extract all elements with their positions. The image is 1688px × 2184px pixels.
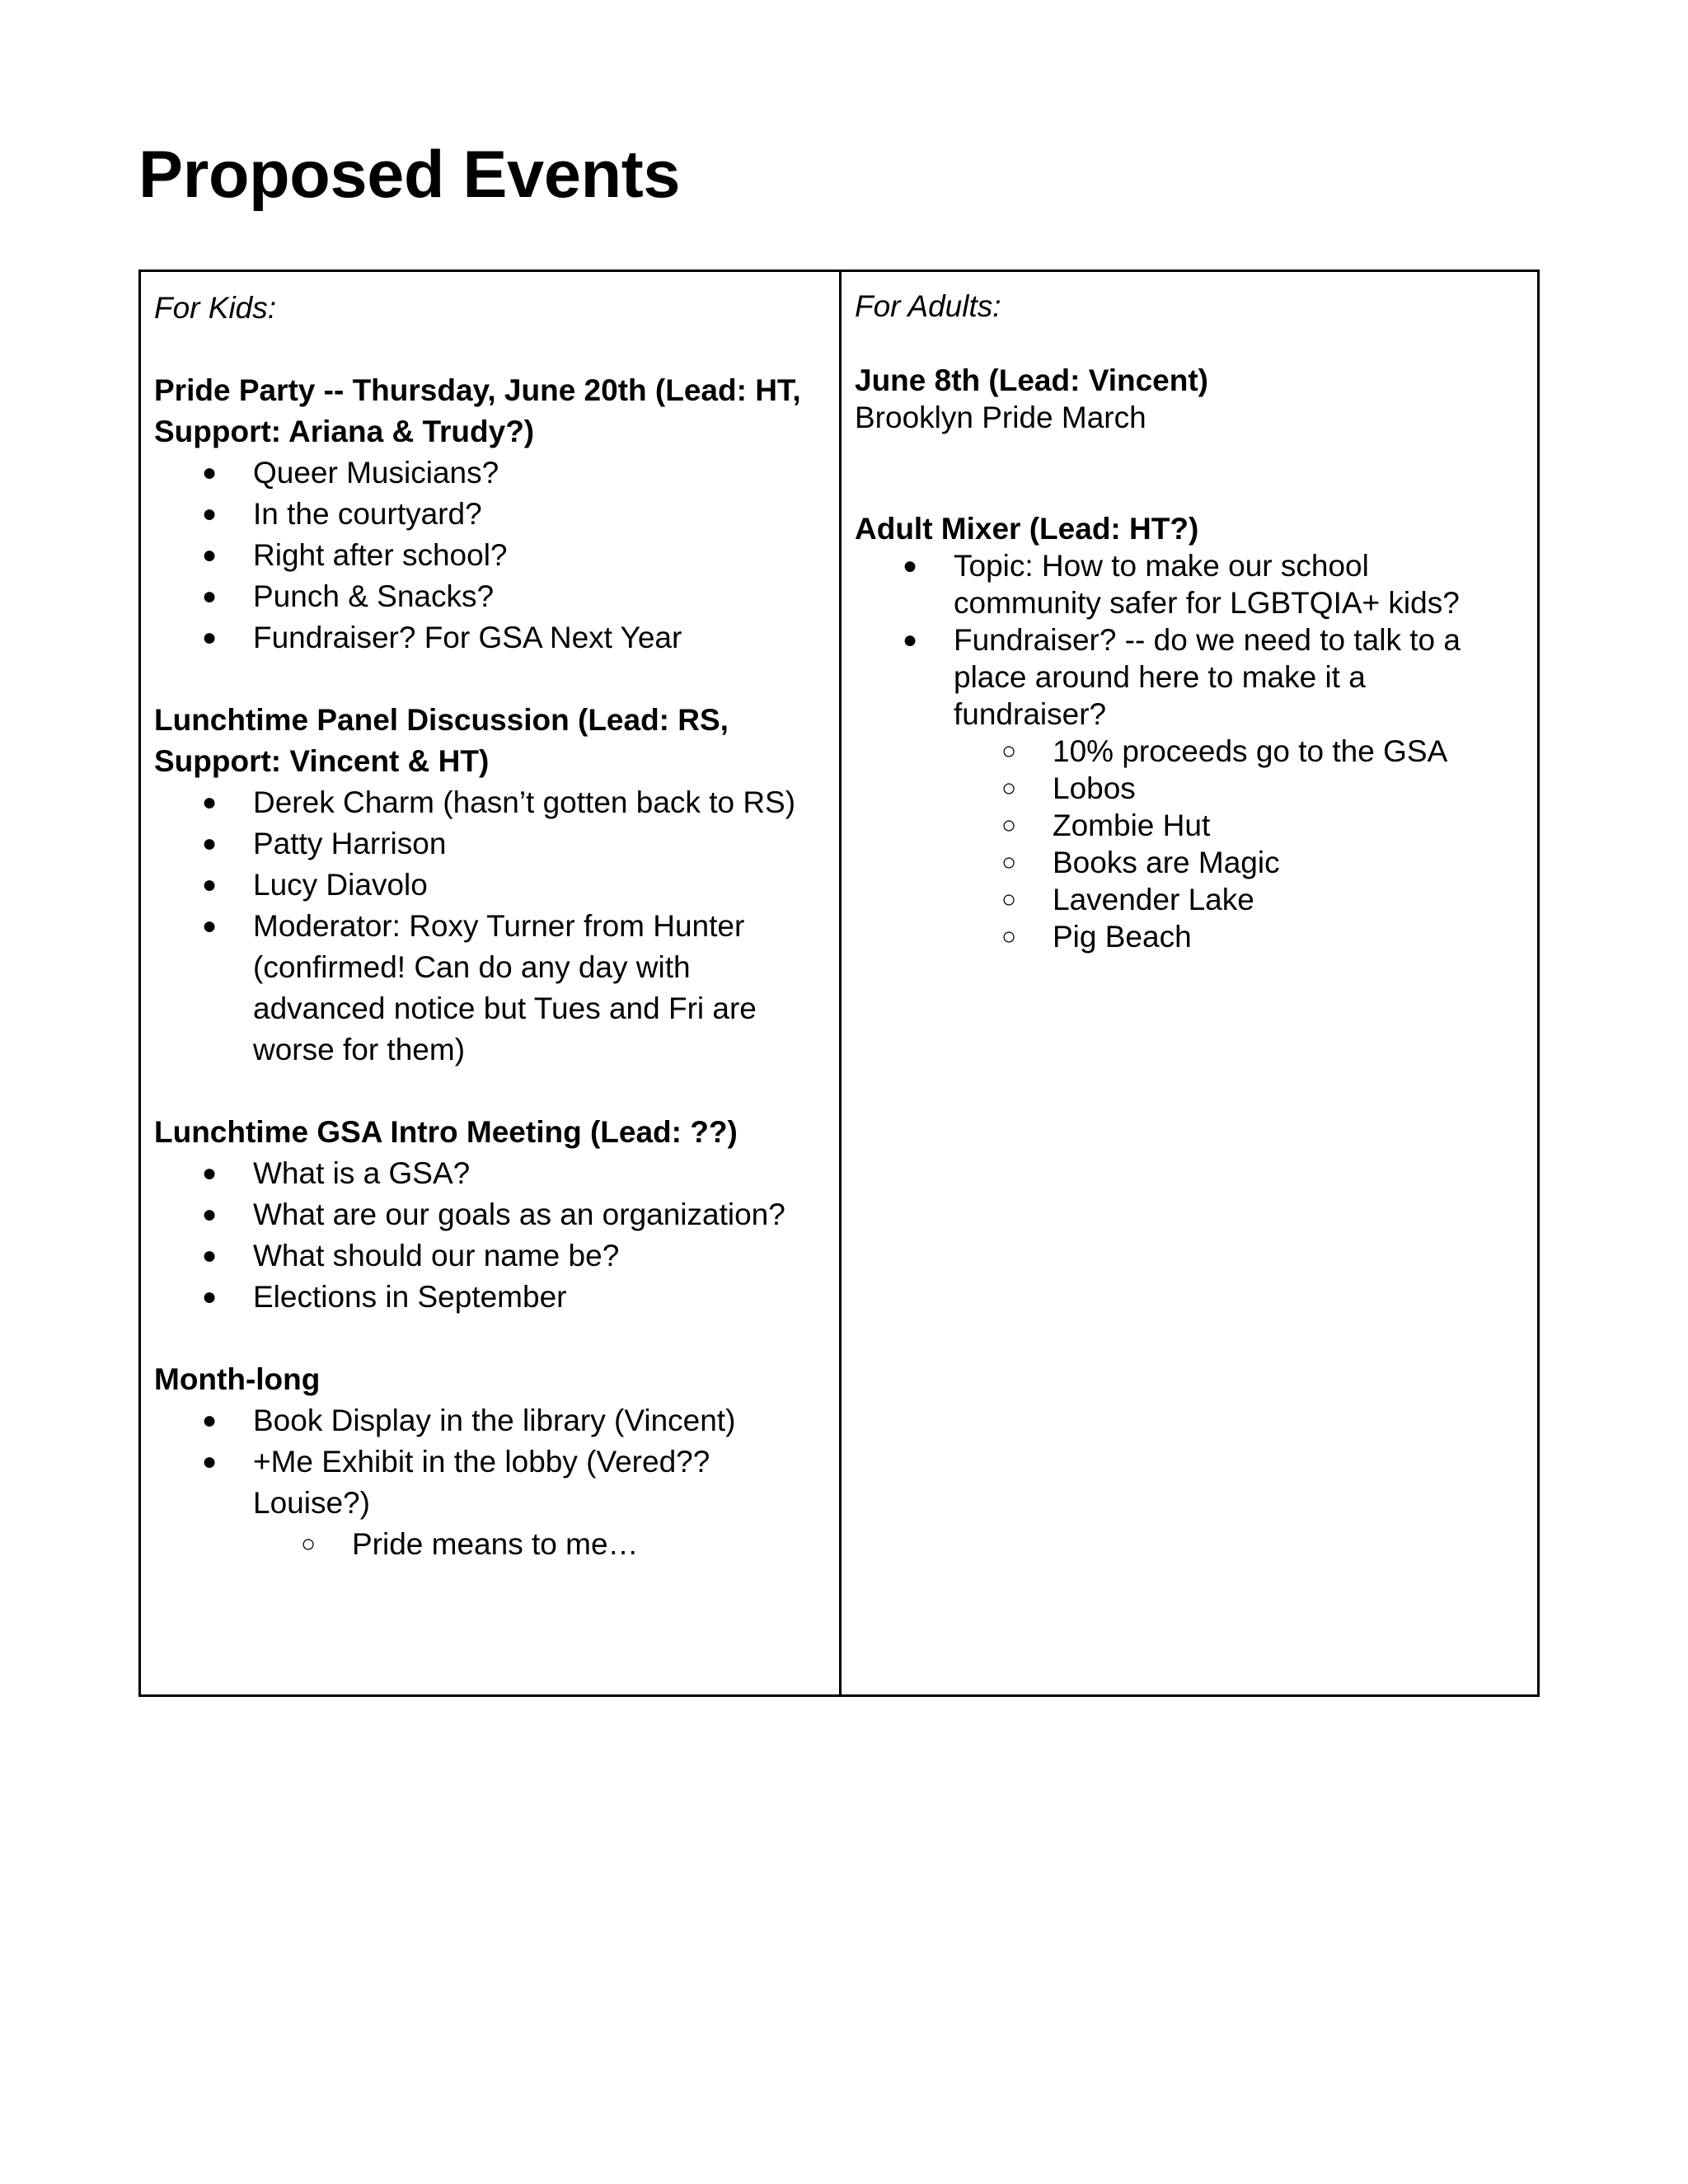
section-gsa-intro-meeting (154, 1112, 826, 1318)
list-item: ● Fundraiser? For GSA Next Year (154, 617, 826, 658)
list-item: ● What are our goals as an organization? (154, 1194, 826, 1235)
page-title: Proposed Events (138, 138, 681, 212)
bullet-icon: ● (202, 500, 218, 527)
list-item: ● What is a GSA? (154, 1153, 826, 1194)
list-item: ● Topic: How to make our school community safer for LGBTQIA+ kids? (903, 549, 1460, 620)
circle-bullet-icon: ○ (1001, 812, 1017, 839)
bullet-list (154, 1400, 826, 1565)
bullet-icon: ● (202, 789, 218, 816)
section-title: Month-long (154, 1362, 321, 1396)
sub-list-item: ○ Pride means to me… (253, 1524, 826, 1565)
circle-bullet-icon: ○ (1001, 849, 1017, 876)
bullet-icon: ● (202, 912, 218, 940)
section-pride-party (154, 370, 826, 658)
bullet-icon: ● (202, 624, 218, 651)
sub-bullet-list (954, 733, 1524, 955)
sub-list-item: ○ 10% proceeds go to the GSA (1001, 734, 1448, 768)
bullet-icon: ● (202, 830, 218, 857)
bullet-icon: ● (202, 1160, 218, 1187)
adults-column (842, 272, 1537, 1694)
circle-bullet-icon: ○ (1001, 775, 1017, 802)
bullet-icon: ● (202, 1283, 218, 1310)
list-item: ● Derek Charm (hasn’t gotten back to RS) (154, 782, 826, 823)
adults-heading: For Adults: (855, 289, 1001, 323)
kids-heading: For Kids: (154, 291, 277, 325)
bullet-list (154, 1153, 826, 1318)
list-item: ● In the courtyard? (154, 494, 826, 535)
circle-bullet-icon: ○ (1001, 886, 1017, 913)
list-item: ● Moderator: Roxy Turner from Hunter (confirmed! Can do any day with advanced notice but Tues and Fri are worse for them) (154, 906, 826, 1071)
bullet-icon: ● (202, 1407, 218, 1434)
bullet-list (154, 782, 826, 1071)
bullet-icon: ● (903, 626, 918, 654)
section-title: Pride Party -- Thursday, June 20th (Lead: HT, Support: Ariana & Trudy?) (154, 373, 801, 448)
sub-bullet-list (253, 1524, 826, 1565)
list-item: ● Elections in September (154, 1277, 826, 1318)
list-item: ● Punch & Snacks? (154, 576, 826, 617)
sub-list-item: ○ Pig Beach (1001, 920, 1192, 954)
section-title: Lunchtime Panel Discussion (Lead: RS, Support: Vincent & HT) (154, 703, 729, 778)
bullet-icon: ● (202, 583, 218, 610)
bullet-icon: ● (202, 541, 218, 569)
list-item: ● Queer Musicians? (154, 452, 826, 494)
list-item: ● Right after school? (154, 535, 826, 576)
section-month-long (154, 1359, 826, 1565)
section-adult-mixer (855, 510, 1524, 955)
list-item: ● Book Display in the library (Vincent) (154, 1400, 826, 1441)
bullet-icon: ● (202, 1242, 218, 1269)
events-table (138, 269, 1540, 1697)
section-panel-discussion (154, 700, 826, 1071)
circle-bullet-icon: ○ (1001, 923, 1017, 950)
section-detail: Brooklyn Pride March (855, 401, 1146, 434)
section-title: Lunchtime GSA Intro Meeting (Lead: ??) (154, 1115, 738, 1149)
section-title: June 8th (Lead: Vincent) (855, 363, 1208, 397)
bullet-icon: ● (202, 1201, 218, 1228)
sub-list-item: ○ Lavender Lake (1001, 883, 1254, 916)
list-item: ● Fundraiser? -- do we need to talk to a place around here to make it a fundraiser? ○ 10% proceeds go to the GSA ○ Lobos ○ Zombie Hut ○ Books are Magic ○ Lavender Lake ○ Pig Beach (855, 621, 1524, 955)
sub-list-item: ○ Lobos (1001, 771, 1136, 805)
section-title: Adult Mixer (Lead: HT?) (855, 512, 1199, 546)
list-item: ● Lucy Diavolo (154, 865, 826, 906)
bullet-icon: ● (903, 552, 918, 579)
sub-list-item: ○ Books are Magic (1001, 846, 1280, 879)
list-item: ● +Me Exhibit in the lobby (Vered?? Louise?) ○ Pride means to me… (154, 1441, 826, 1565)
circle-bullet-icon: ○ (301, 1530, 316, 1558)
circle-bullet-icon: ○ (1001, 738, 1017, 765)
bullet-icon: ● (202, 1448, 218, 1475)
bullet-icon: ● (202, 871, 218, 898)
list-item: ● Patty Harrison (154, 823, 826, 865)
bullet-list (154, 452, 826, 658)
sub-list-item: ○ Zombie Hut (1001, 808, 1211, 842)
section-june-8th (855, 362, 1524, 436)
list-item: ● What should our name be? (154, 1235, 826, 1277)
kids-column (141, 272, 842, 1694)
bullet-icon: ● (202, 459, 218, 486)
bullet-list (855, 547, 1524, 955)
